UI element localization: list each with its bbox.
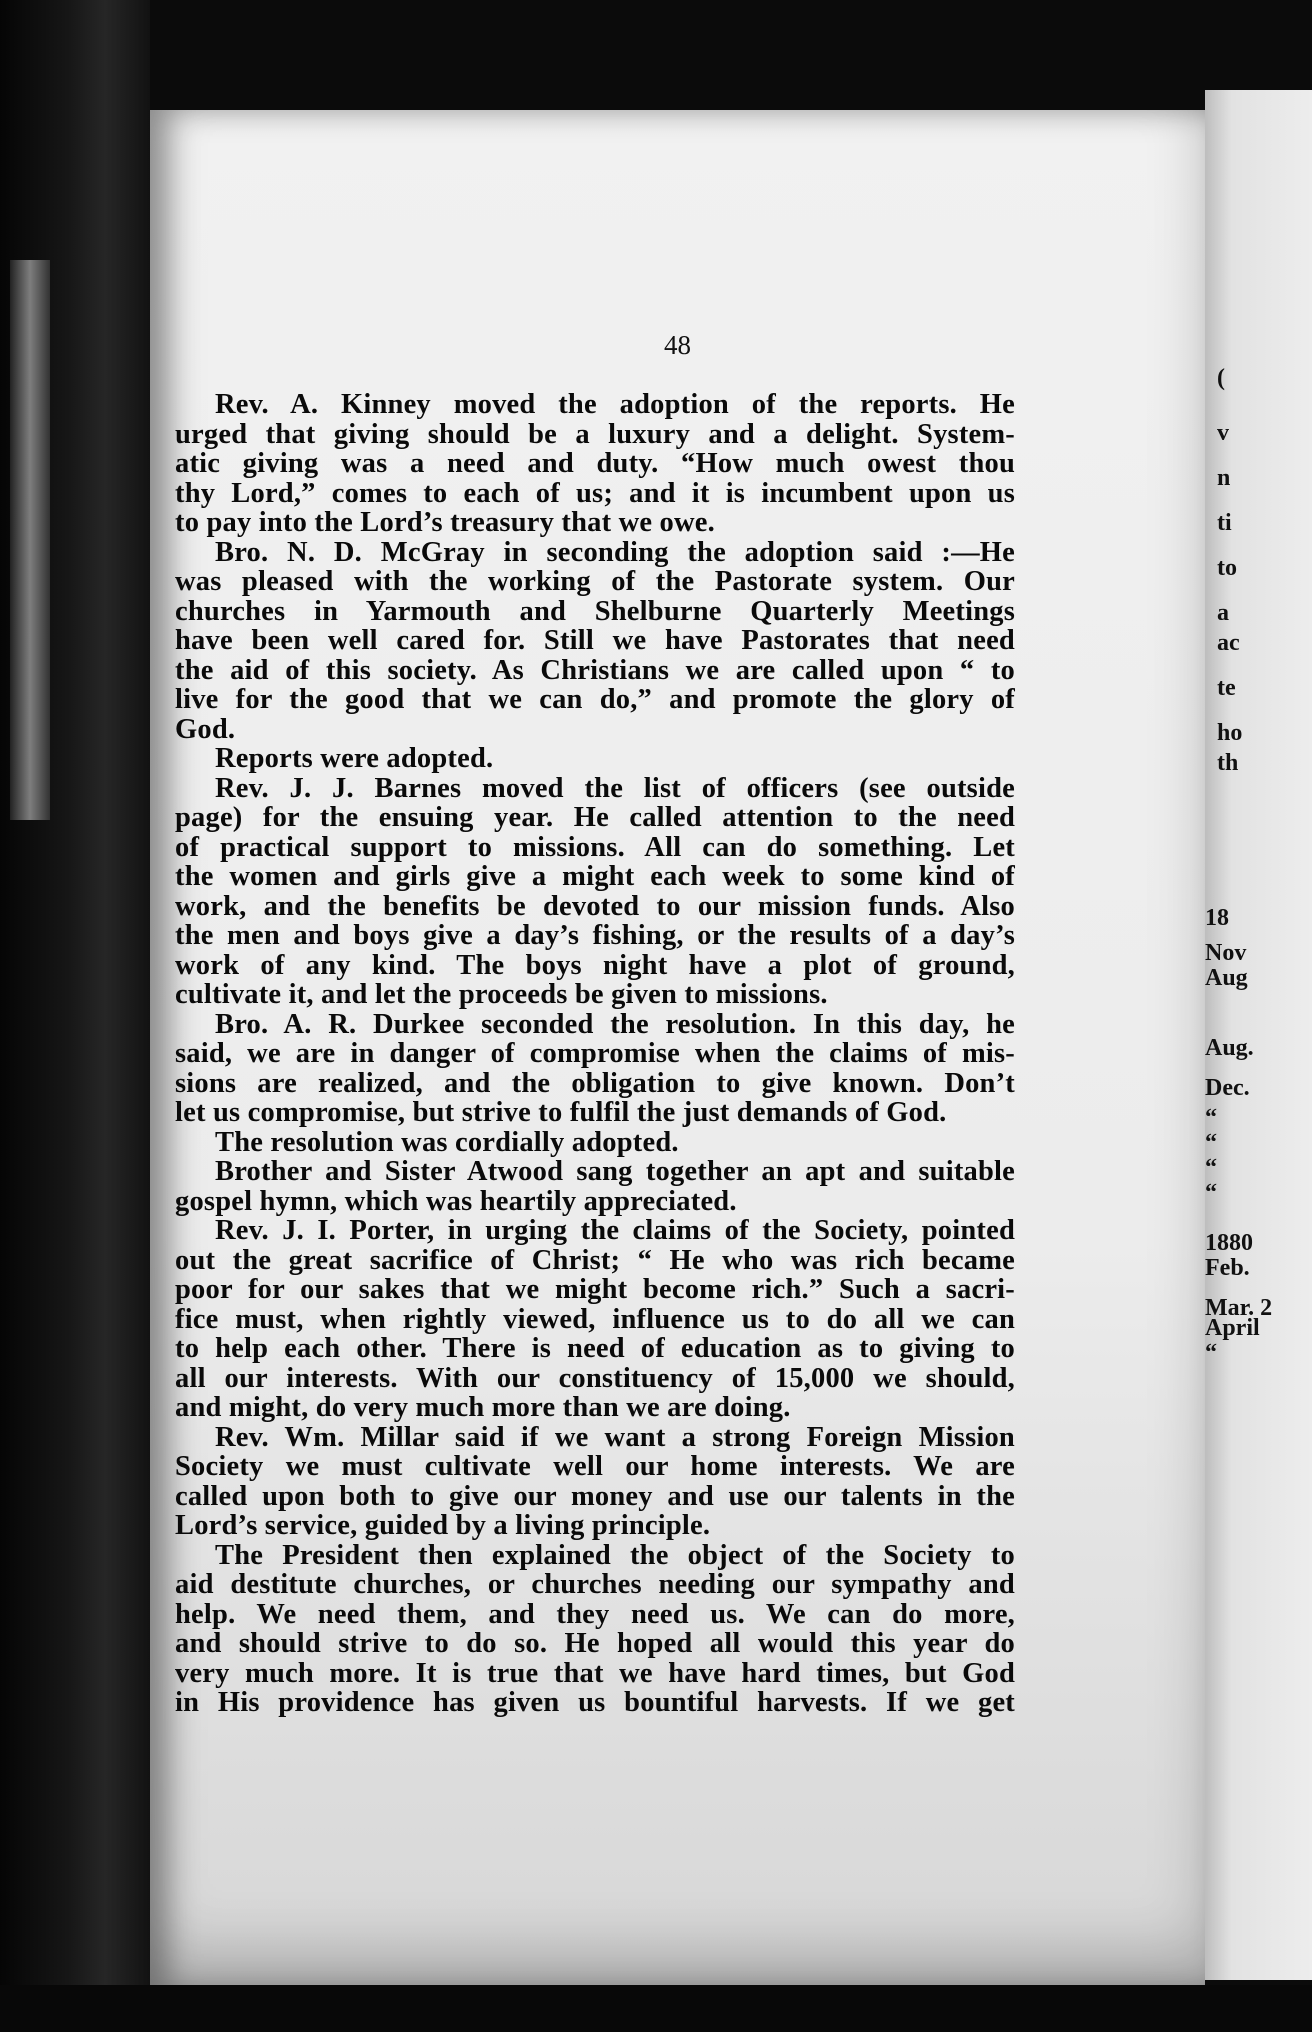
facing-page-text: Dec. [1205, 1075, 1250, 1101]
text-line: help. We need them, and they need us. We can do more, [175, 1598, 1015, 1630]
text-line: page) for the ensuing year. He called attention to the need [175, 802, 1015, 833]
facing-page-text: 1880 [1205, 1230, 1253, 1256]
scanner-border-bottom [0, 1985, 1312, 2032]
text-line: was pleased with the working of the Pastorate system. Our [175, 566, 1015, 597]
text-line: Bro. A. R. Durkee seconded the resolution. In this day, he [215, 1008, 1015, 1040]
text-line: cultivate it, and let the proceeds be given to missions. [175, 979, 828, 1010]
facing-page-text: a [1217, 600, 1229, 626]
text-line: the men and boys give a day’s fishing, or the results of a day’s [175, 920, 1015, 951]
document-page [150, 110, 1205, 1990]
facing-page-text: Mar. 2 [1205, 1295, 1273, 1321]
text-line: very much more. It is true that we have hard times, but God [175, 1657, 1015, 1689]
text-line: aid destitute churches, or churches needing our sympathy and [175, 1569, 1015, 1600]
text-line: Rev. Wm. Millar said if we want a strong Foreign Mission [215, 1421, 1015, 1453]
facing-page-text: ho [1217, 720, 1243, 746]
facing-page-text: Aug. [1205, 1035, 1254, 1061]
page-number: 48 [664, 330, 691, 360]
text-line: in His providence has given us bountiful harvests. If we get [175, 1687, 1015, 1718]
text-line: the aid of this society. As Christians we are called upon “ to [175, 654, 1015, 686]
text-line: and should strive to do so. He hoped all would this year do [175, 1628, 1015, 1659]
text-line: to help each other. There is need of education as to giving to [175, 1333, 1015, 1364]
facing-page-text: ti [1217, 510, 1232, 536]
text-line: poor for our sakes that we might become rich.” Such a sacri- [175, 1274, 1015, 1305]
facing-page-text: “ [1205, 1155, 1217, 1181]
text-line: fice must, when rightly viewed, influence us to do all we can [175, 1303, 1015, 1335]
facing-page-text: Aug [1205, 965, 1248, 991]
facing-page-text: to [1217, 555, 1237, 581]
text-line: the women and girls give a might each week to some kind of [175, 861, 1015, 892]
text-line: Reports were adopted. [215, 743, 494, 774]
facing-page-text: Nov [1205, 940, 1247, 966]
facing-page-text: “ [1205, 1130, 1217, 1156]
text-line: called upon both to give our money and use our talents in the [175, 1480, 1015, 1512]
text-line: to pay into the Lord’s treasury that we owe. [175, 507, 715, 538]
text-line: atic giving was a need and duty. “How much owest thou [175, 448, 1015, 479]
text-line: Rev. A. Kinney moved the adoption of the reports. He [215, 389, 1015, 420]
text-line: and might, do very much more than we are doing. [175, 1392, 791, 1423]
text-line: Lord’s service, guided by a living principle. [175, 1510, 711, 1541]
text-line: Rev. J. J. Barnes moved the list of officers (see outside [215, 772, 1015, 804]
text-line: out the great sacrifice of Christ; “ He who was rich became [175, 1244, 1015, 1276]
text-line: have been well cared for. Still we have Pastorates that need [175, 625, 1015, 656]
text-line: work of any kind. The boys night have a plot of ground, [175, 949, 1015, 981]
text-line: live for the good that we can do,” and promote the glory of [175, 684, 1015, 715]
facing-page-text: th [1217, 750, 1239, 776]
text-line: Society we must cultivate well our home interests. We are [175, 1451, 1015, 1482]
facing-page-text: te [1217, 675, 1236, 701]
text-line: sions are realized, and the obligation to give known. Don’t [175, 1067, 1015, 1099]
text-line: God. [175, 713, 236, 745]
book-spine [10, 260, 50, 820]
text-line: The resolution was cordially adopted. [215, 1126, 679, 1158]
text-line: churches in Yarmouth and Shelburne Quarterly Meetings [175, 595, 1015, 627]
facing-page-text: “ [1205, 1340, 1217, 1366]
facing-page-text: ac [1217, 630, 1240, 656]
body-text [175, 390, 1015, 1718]
facing-page-text: “ [1205, 1180, 1217, 1206]
text-line: Rev. J. I. Porter, in urging the claims of the Society, pointed [215, 1215, 1015, 1246]
facing-page-text: April [1205, 1315, 1260, 1341]
text-line: all our interests. With our constituency of 15,000 we should, [175, 1362, 1015, 1394]
text-line: let us compromise, but strive to fulfil the just demands of God. [175, 1097, 947, 1128]
text-line: work, and the benefits be devoted to our mission funds. Also [175, 890, 1015, 922]
facing-page-text: “ [1205, 1105, 1217, 1131]
text-line: Bro. N. D. McGray in seconding the adoption said :—He [215, 536, 1015, 568]
facing-page-text: v [1217, 420, 1229, 446]
text-line: of practical support to missions. All can do something. Let [175, 831, 1015, 863]
facing-page-text: n [1217, 465, 1231, 491]
facing-page-text: Feb. [1205, 1255, 1250, 1281]
text-line: Brother and Sister Atwood sang together an apt and suitable [215, 1156, 1015, 1187]
facing-page-text: 18 [1205, 905, 1229, 931]
text-line: thy Lord,” comes to each of us; and it is incumbent upon us [175, 477, 1015, 509]
text-line: gospel hymn, which was heartily appreciated. [175, 1185, 737, 1217]
text-line: The President then explained the object of the Society to [215, 1539, 1015, 1571]
facing-page-fragment [1205, 90, 1312, 1980]
text-line: said, we are in danger of compromise when the claims of mis- [175, 1038, 1015, 1069]
facing-page-text: ( [1217, 365, 1225, 391]
text-line: urged that giving should be a luxury and a delight. System- [175, 418, 1015, 450]
